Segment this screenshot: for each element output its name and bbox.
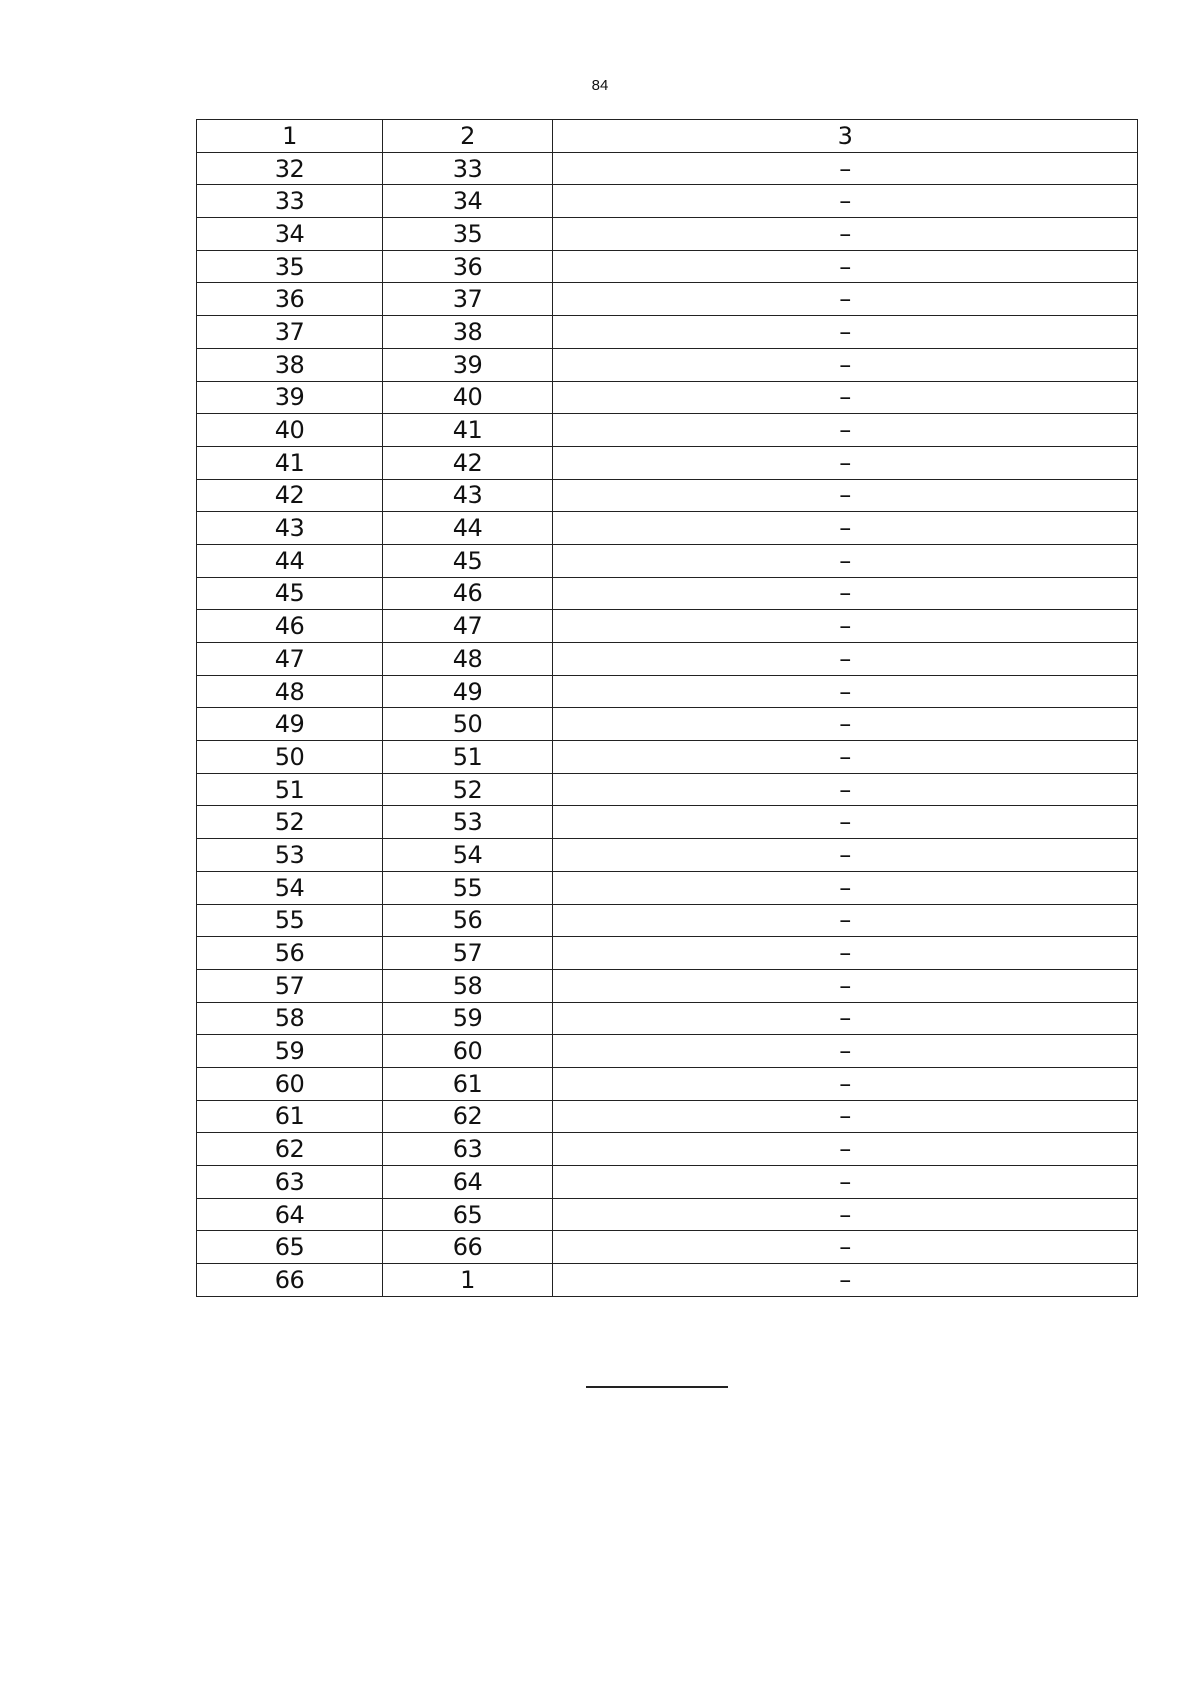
table-cell-col-2: 45 [383, 544, 553, 577]
table-row [197, 937, 1138, 970]
table-cell-col-2: 43 [383, 479, 553, 512]
table-cell-col-2: 38 [383, 316, 553, 349]
table-cell-col-1: 51 [197, 773, 383, 806]
table-row [197, 1133, 1138, 1166]
table-cell-col-3: – [553, 1035, 1138, 1068]
table-cell-col-3: – [553, 1100, 1138, 1133]
table-cell-col-1: 46 [197, 610, 383, 643]
table-cell-col-3: – [553, 1133, 1138, 1166]
table-cell-col-2: 65 [383, 1198, 553, 1231]
table-cell-col-3: – [553, 839, 1138, 872]
table-cell-col-2: 56 [383, 904, 553, 937]
table-cell-col-2: 40 [383, 381, 553, 414]
table-cell-col-1: 35 [197, 250, 383, 283]
page-number: 84 [591, 77, 609, 94]
data-table [196, 119, 1138, 1297]
table-row [197, 610, 1138, 643]
table-cell-col-3: – [553, 348, 1138, 381]
table-cell-col-1: 48 [197, 675, 383, 708]
table-row [197, 806, 1138, 839]
table-row [197, 316, 1138, 349]
table-cell-col-1: 41 [197, 446, 383, 479]
table-cell-col-3: – [553, 414, 1138, 447]
table-row [197, 381, 1138, 414]
table-cell-col-3: – [553, 577, 1138, 610]
table-cell-col-1: 36 [197, 283, 383, 316]
table-row [197, 1231, 1138, 1264]
table-cell-col-1: 38 [197, 348, 383, 381]
table-row [197, 871, 1138, 904]
table-cell-col-1: 60 [197, 1067, 383, 1100]
table-cell-col-1: 34 [197, 218, 383, 251]
table-row [197, 708, 1138, 741]
table-row [197, 479, 1138, 512]
table-cell-col-3: – [553, 316, 1138, 349]
table-cell-col-3: – [553, 610, 1138, 643]
table-cell-col-2: 48 [383, 643, 553, 676]
table-cell-col-1: 62 [197, 1133, 383, 1166]
table-cell-col-2: 57 [383, 937, 553, 970]
table-cell-col-2: 47 [383, 610, 553, 643]
table-cell-col-2: 54 [383, 839, 553, 872]
table-cell-col-2: 37 [383, 283, 553, 316]
table-row [197, 1067, 1138, 1100]
table-cell-col-2: 50 [383, 708, 553, 741]
table-cell-col-3: – [553, 741, 1138, 774]
table-cell-col-1: 47 [197, 643, 383, 676]
table-row [197, 577, 1138, 610]
table-cell-col-1: 32 [197, 152, 383, 185]
table-row [197, 675, 1138, 708]
table-cell-col-3: – [553, 446, 1138, 479]
table-cell-col-3: – [553, 381, 1138, 414]
table-cell-col-1: 57 [197, 969, 383, 1002]
column-header-3: 3 [553, 120, 1138, 153]
table-cell-col-1: 43 [197, 512, 383, 545]
table-cell-col-2: 39 [383, 348, 553, 381]
end-of-section-rule [586, 1386, 728, 1388]
table-cell-col-2: 51 [383, 741, 553, 774]
table-cell-col-2: 66 [383, 1231, 553, 1264]
table-row [197, 1100, 1138, 1133]
table-cell-col-3: – [553, 806, 1138, 839]
table-cell-col-1: 52 [197, 806, 383, 839]
table-cell-col-1: 64 [197, 1198, 383, 1231]
table-cell-col-2: 59 [383, 1002, 553, 1035]
table-cell-col-1: 63 [197, 1166, 383, 1199]
table-row [197, 741, 1138, 774]
table-cell-col-2: 53 [383, 806, 553, 839]
table-cell-col-1: 54 [197, 871, 383, 904]
table-row [197, 773, 1138, 806]
table-row [197, 348, 1138, 381]
table-cell-col-1: 42 [197, 479, 383, 512]
table-cell-col-1: 53 [197, 839, 383, 872]
table-cell-col-1: 61 [197, 1100, 383, 1133]
table-cell-col-3: – [553, 1264, 1138, 1297]
table-cell-col-3: – [553, 218, 1138, 251]
table-cell-col-2: 35 [383, 218, 553, 251]
table-cell-col-3: – [553, 1198, 1138, 1231]
table-cell-col-3: – [553, 871, 1138, 904]
table-row [197, 1002, 1138, 1035]
table-row [197, 283, 1138, 316]
table-row [197, 185, 1138, 218]
table-cell-col-2: 36 [383, 250, 553, 283]
table-cell-col-2: 64 [383, 1166, 553, 1199]
table-cell-col-2: 60 [383, 1035, 553, 1068]
table-cell-col-3: – [553, 1166, 1138, 1199]
table-header-row [197, 120, 1138, 153]
table-row [197, 1166, 1138, 1199]
table-cell-col-2: 62 [383, 1100, 553, 1133]
table-row [197, 1198, 1138, 1231]
table-cell-col-3: – [553, 1067, 1138, 1100]
table-row [197, 1035, 1138, 1068]
table-cell-col-3: – [553, 773, 1138, 806]
table-row [197, 512, 1138, 545]
table-row [197, 1264, 1138, 1297]
table-cell-col-2: 55 [383, 871, 553, 904]
table-cell-col-3: – [553, 512, 1138, 545]
table-cell-col-2: 58 [383, 969, 553, 1002]
table-cell-col-3: – [553, 250, 1138, 283]
table-cell-col-1: 66 [197, 1264, 383, 1297]
table-cell-col-2: 61 [383, 1067, 553, 1100]
table-cell-col-1: 37 [197, 316, 383, 349]
table-row [197, 152, 1138, 185]
table-cell-col-2: 1 [383, 1264, 553, 1297]
table-cell-col-1: 40 [197, 414, 383, 447]
table-cell-col-2: 52 [383, 773, 553, 806]
table-cell-col-2: 49 [383, 675, 553, 708]
table-cell-col-2: 42 [383, 446, 553, 479]
table-cell-col-1: 39 [197, 381, 383, 414]
table-cell-col-2: 44 [383, 512, 553, 545]
column-header-2: 2 [383, 120, 553, 153]
column-header-1: 1 [197, 120, 383, 153]
table-cell-col-3: – [553, 479, 1138, 512]
table-cell-col-1: 58 [197, 1002, 383, 1035]
table-cell-col-3: – [553, 904, 1138, 937]
table-cell-col-1: 59 [197, 1035, 383, 1068]
table-cell-col-3: – [553, 675, 1138, 708]
table-row [197, 969, 1138, 1002]
table-row [197, 839, 1138, 872]
table-cell-col-1: 65 [197, 1231, 383, 1264]
table-cell-col-3: – [553, 1231, 1138, 1264]
table-cell-col-3: – [553, 969, 1138, 1002]
table-cell-col-2: 41 [383, 414, 553, 447]
table-row [197, 904, 1138, 937]
table-cell-col-3: – [553, 283, 1138, 316]
table-cell-col-2: 33 [383, 152, 553, 185]
table-cell-col-1: 33 [197, 185, 383, 218]
table-cell-col-2: 46 [383, 577, 553, 610]
table-row [197, 250, 1138, 283]
table-row [197, 446, 1138, 479]
table-cell-col-3: – [553, 708, 1138, 741]
table-cell-col-2: 34 [383, 185, 553, 218]
table-cell-col-3: – [553, 1002, 1138, 1035]
table-row [197, 218, 1138, 251]
table-cell-col-3: – [553, 185, 1138, 218]
table-body [197, 152, 1138, 1296]
table-cell-col-3: – [553, 152, 1138, 185]
table-row [197, 643, 1138, 676]
table-cell-col-1: 44 [197, 544, 383, 577]
table-cell-col-3: – [553, 544, 1138, 577]
table-cell-col-1: 49 [197, 708, 383, 741]
table-cell-col-1: 45 [197, 577, 383, 610]
table-row [197, 544, 1138, 577]
table-cell-col-1: 55 [197, 904, 383, 937]
table-cell-col-3: – [553, 937, 1138, 970]
table-cell-col-1: 50 [197, 741, 383, 774]
table-cell-col-2: 63 [383, 1133, 553, 1166]
table-row [197, 414, 1138, 447]
table-cell-col-3: – [553, 643, 1138, 676]
table-cell-col-1: 56 [197, 937, 383, 970]
